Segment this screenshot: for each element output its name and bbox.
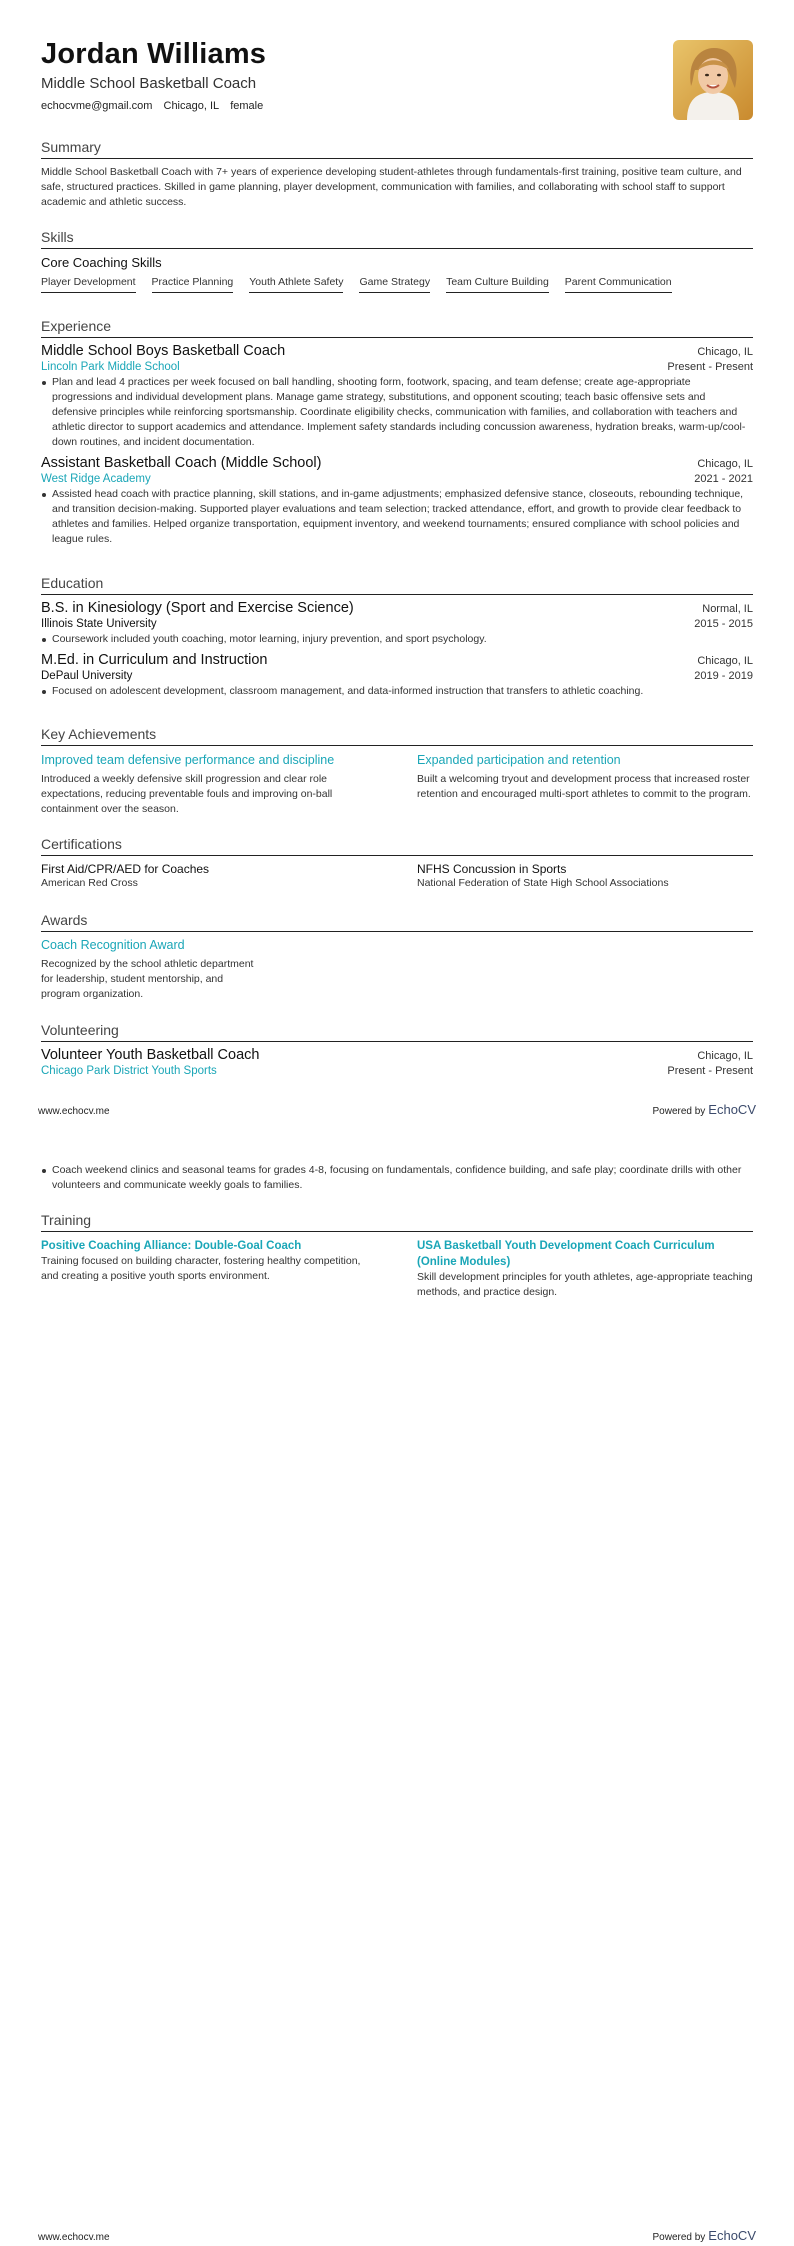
certification-item <box>417 862 753 891</box>
training-text: Skill development principles for youth athletes, age-appropriate teaching methods, and practice design. <box>417 1271 753 1298</box>
summary-text: Middle School Basketball Coach with 7+ years of experience developing student-athletes through fundamentals-first training, positive team culture, and safe, structured practices. Skilled in game planning, player development, communication with families, and collaborating with school staff to support academic and athletic success. <box>41 166 742 208</box>
training-title: USA Basketball Youth Development Coach Curriculum (Online Modules) <box>417 1240 715 1268</box>
summary-section <box>41 139 753 210</box>
education-bullet: Coursework included youth coaching, motor learning, injury prevention, and sport psychology. <box>41 632 753 647</box>
powered-by-label: Powered by <box>652 2232 706 2243</box>
contact-gender: female <box>230 100 264 112</box>
job-location: Chicago, IL <box>697 346 753 358</box>
avatar <box>673 40 753 120</box>
awards-heading: Awards <box>41 912 753 932</box>
degree-title: M.Ed. in Curriculum and Instruction <box>41 652 268 668</box>
job-entry <box>41 455 753 547</box>
training-heading: Training <box>41 1212 753 1232</box>
volunteering-section <box>41 1022 753 1077</box>
certifications-section <box>41 836 753 891</box>
resume-header <box>41 38 753 112</box>
award-title: Coach Recognition Award <box>41 938 185 952</box>
powered-by-label: Powered by <box>652 1106 706 1117</box>
brand-logo[interactable]: EchoCV <box>708 1102 756 1117</box>
training-section <box>41 1212 753 1300</box>
volunteer-location: Chicago, IL <box>697 1050 753 1062</box>
page-footer <box>38 2228 756 2243</box>
volunteering-heading: Volunteering <box>41 1022 753 1042</box>
certification-issuer: American Red Cross <box>41 877 138 889</box>
skill-tag: Parent Communication <box>565 276 672 293</box>
contact-email[interactable]: echocvme@gmail.com <box>41 100 153 112</box>
degree-title: B.S. in Kinesiology (Sport and Exercise Science) <box>41 600 354 616</box>
certification-name: NFHS Concussion in Sports <box>417 862 567 876</box>
job-title: Assistant Basketball Coach (Middle School) <box>41 455 322 471</box>
school-name: DePaul University <box>41 670 133 682</box>
skill-tag: Game Strategy <box>359 276 430 293</box>
footer-url[interactable]: www.echocv.me <box>38 2232 110 2243</box>
volunteer-dates: Present - Present <box>667 1065 753 1077</box>
volunteering-continued <box>41 1163 753 1193</box>
skill-tag: Practice Planning <box>152 276 234 293</box>
experience-heading: Experience <box>41 318 753 338</box>
achievements-heading: Key Achievements <box>41 726 753 746</box>
job-title: Middle School Boys Basketball Coach <box>41 343 286 359</box>
resume-page-2 <box>0 1123 794 2246</box>
candidate-title: Middle School Basketball Coach <box>41 75 257 92</box>
skills-list <box>41 276 753 293</box>
contact-line <box>41 100 753 112</box>
achievement-item <box>417 753 753 817</box>
footer-powered <box>652 1102 756 1117</box>
skills-heading: Skills <box>41 229 753 249</box>
achievement-title: Improved team defensive performance and discipline <box>41 753 335 767</box>
education-dates: 2015 - 2015 <box>694 618 753 630</box>
job-org: West Ridge Academy <box>41 473 151 485</box>
education-location: Chicago, IL <box>697 655 753 667</box>
job-org: Lincoln Park Middle School <box>41 361 180 373</box>
education-bullet: Focused on adolescent development, classroom management, and data-informed instruction that transfers to athletic coaching. <box>41 684 753 699</box>
education-dates: 2019 - 2019 <box>694 670 753 682</box>
skill-tag: Team Culture Building <box>446 276 549 293</box>
job-entry <box>41 343 753 450</box>
certification-issuer: National Federation of State High School Associations <box>417 877 669 889</box>
training-item <box>417 1238 753 1300</box>
footer-url[interactable]: www.echocv.me <box>38 1106 110 1117</box>
job-bullet: Assisted head coach with practice planning, skill stations, and in-game adjustments; emphasized defensive stance, closeouts, rebounding technique, and transition decision-making. Supported player evaluations and team selection; tracked attendance, effort, and growth to provide clear feedback to athletes and families. Helped organize transportation, equipment inventory, and weekend tournaments; ensured compliance with school policies and league rules. <box>41 487 753 547</box>
award-text: Recognized by the school athletic department for leadership, student mentorship, and program organization. <box>41 958 254 1000</box>
volunteer-org: Chicago Park District Youth Sports <box>41 1065 217 1077</box>
education-entry <box>41 600 753 647</box>
footer-powered <box>652 2228 756 2243</box>
certifications-heading: Certifications <box>41 836 753 856</box>
certification-name: First Aid/CPR/AED for Coaches <box>41 862 210 876</box>
awards-section <box>41 912 753 1002</box>
training-text: Training focused on building character, fostering healthy competition, and creating a positive youth sports environment. <box>41 1255 361 1282</box>
volunteer-title: Volunteer Youth Basketball Coach <box>41 1047 260 1063</box>
brand-logo[interactable]: EchoCV <box>708 2228 756 2243</box>
experience-section <box>41 318 753 547</box>
page-footer <box>38 1102 756 1117</box>
job-location: Chicago, IL <box>697 458 753 470</box>
job-bullet: Plan and lead 4 practices per week focused on ball handling, shooting form, footwork, spacing, and team defense; create age-appropriate progressions and individual development plans. Manage game strategy, substitutions, and opponent scouting; teach basic offensive sets and defensive principles while reinforcing sportsmanship. Coordinate eligibility checks, communication with families, and collaboration with teachers and athletic director to support academics and attendance. Implement safety standards including concussion awareness, hydration breaks, warm-up/cool-down routines, and incident documentation. <box>41 375 753 450</box>
achievements-section <box>41 726 753 817</box>
contact-location: Chicago, IL <box>163 100 220 112</box>
skill-tag: Player Development <box>41 276 136 293</box>
skills-section <box>41 229 753 293</box>
skills-group-title: Core Coaching Skills <box>41 255 162 270</box>
education-entry <box>41 652 753 699</box>
achievement-title: Expanded participation and retention <box>417 753 621 767</box>
achievement-text: Built a welcoming tryout and development process that increased roster retention and encouraged multi-sport athletes to commit to the program. <box>417 773 751 800</box>
job-dates: Present - Present <box>667 361 753 373</box>
school-name: Illinois State University <box>41 618 157 630</box>
achievement-text: Introduced a weekly defensive skill progression and clear role expectations, reducing preventable fouls and improving on-ball containment over the season. <box>41 773 333 815</box>
training-title: Positive Coaching Alliance: Double-Goal Coach <box>41 1240 302 1252</box>
certification-item <box>41 862 377 891</box>
candidate-name: Jordan Williams <box>41 38 267 70</box>
education-heading: Education <box>41 575 753 595</box>
volunteer-bullet: Coach weekend clinics and seasonal teams for grades 4-8, focusing on fundamentals, confidence building, and safe play; coordinate drills with other volunteers and communicate weekly goals to families. <box>41 1163 753 1193</box>
summary-heading: Summary <box>41 139 753 159</box>
education-location: Normal, IL <box>702 603 753 615</box>
skill-tag: Youth Athlete Safety <box>249 276 343 293</box>
job-dates: 2021 - 2021 <box>694 473 753 485</box>
training-item <box>41 1238 377 1300</box>
achievement-item <box>41 753 377 817</box>
education-section <box>41 575 753 699</box>
